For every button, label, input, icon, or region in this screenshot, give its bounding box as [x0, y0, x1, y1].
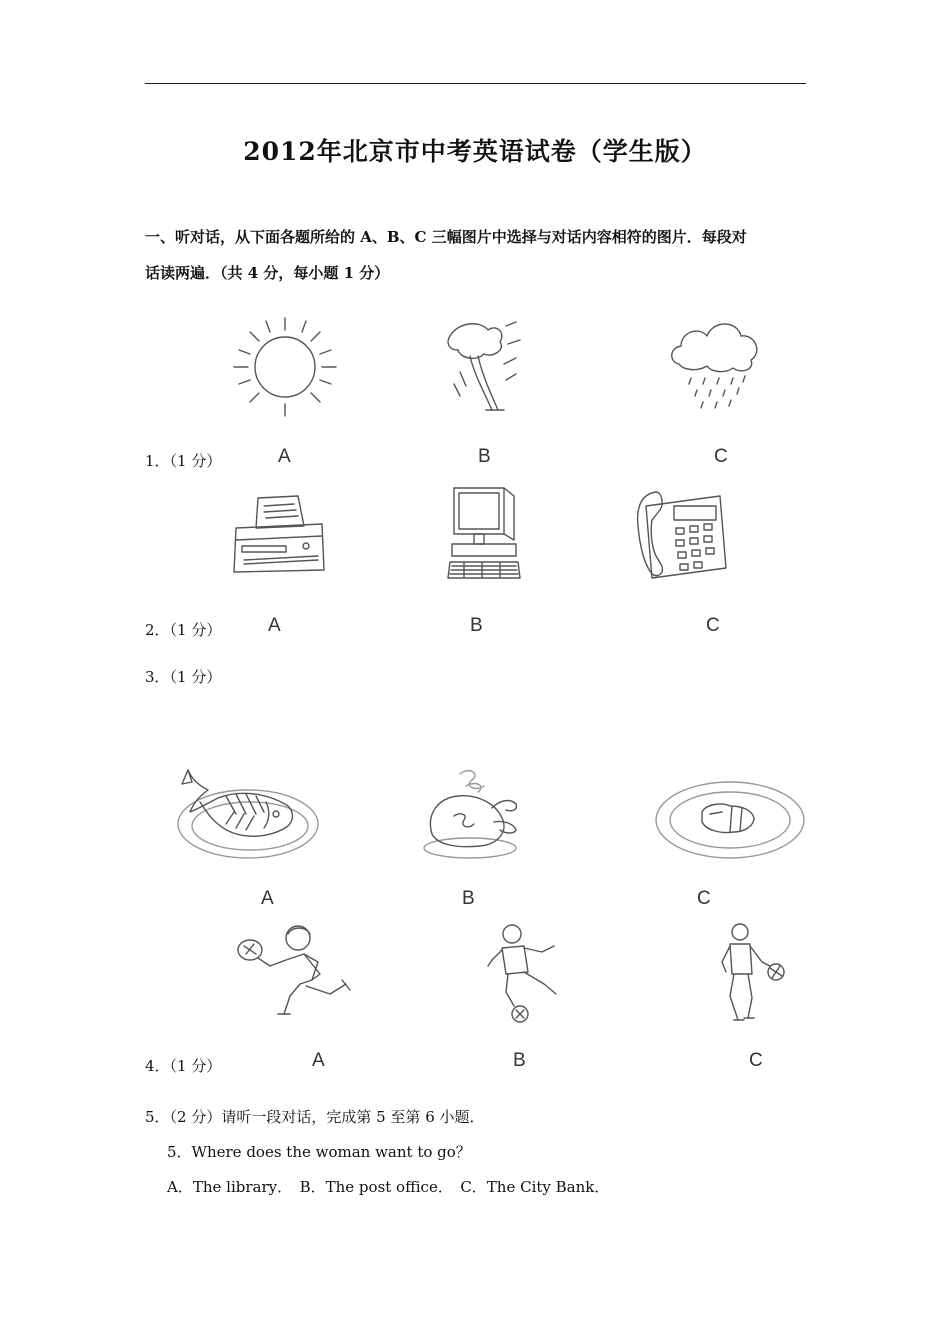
question-1-option-a[interactable]: A	[278, 446, 291, 467]
question-4-option-b[interactable]: B	[513, 1050, 526, 1071]
basketball-player-icon	[718, 922, 788, 1026]
question-5-choices[interactable]: A．The library． B．The post office． C．The City Bank．	[167, 1178, 610, 1196]
section-instruction-line2: 话读两遍．（共 4 分，每小题 1 分）	[145, 264, 390, 282]
question-3-option-c[interactable]: C	[697, 888, 711, 909]
question-1-option-b[interactable]: B	[478, 446, 491, 467]
tennis-player-icon	[234, 922, 358, 1022]
fish-plate-icon	[170, 762, 320, 864]
question-5-text: 5．Where does the woman want to go？	[167, 1143, 471, 1161]
question-4-option-c[interactable]: C	[749, 1050, 763, 1071]
question-4-option-a[interactable]: A	[312, 1050, 325, 1071]
question-2-option-a[interactable]: A	[268, 615, 281, 636]
question-1-option-c[interactable]: C	[714, 446, 728, 467]
question-1-label: 1．（1 分）	[145, 452, 222, 470]
windy-tree-icon	[440, 314, 525, 414]
question-2-option-b[interactable]: B	[470, 615, 483, 636]
question-2-label: 2．（1 分）	[145, 621, 222, 639]
page-title: 2012年北京市中考英语试卷（学生版）	[243, 137, 707, 166]
question-3-option-a[interactable]: A	[261, 888, 274, 909]
question-4-label: 4．（1 分）	[145, 1057, 222, 1075]
fax-machine-icon	[228, 492, 330, 576]
question-5-intro: 5．（2 分）请听一段对话，完成第 5 至第 6 小题．	[145, 1108, 485, 1126]
telephone-icon	[630, 486, 730, 582]
computer-icon	[446, 486, 522, 582]
header-rule	[145, 83, 806, 84]
roast-chicken-icon	[420, 764, 524, 864]
sun-icon	[228, 312, 358, 422]
question-2-option-c[interactable]: C	[706, 615, 720, 636]
sausage-plate-icon	[650, 776, 810, 862]
question-3-label: 3．（1 分）	[145, 668, 222, 686]
question-3-option-b[interactable]: B	[462, 888, 475, 909]
section-instruction-line1: 一、听对话，从下面各题所给的 A、B、C 三幅图片中选择与对话内容相符的图片．每段对	[145, 228, 747, 246]
rain-cloud-icon	[665, 312, 765, 412]
soccer-player-icon	[484, 922, 564, 1026]
